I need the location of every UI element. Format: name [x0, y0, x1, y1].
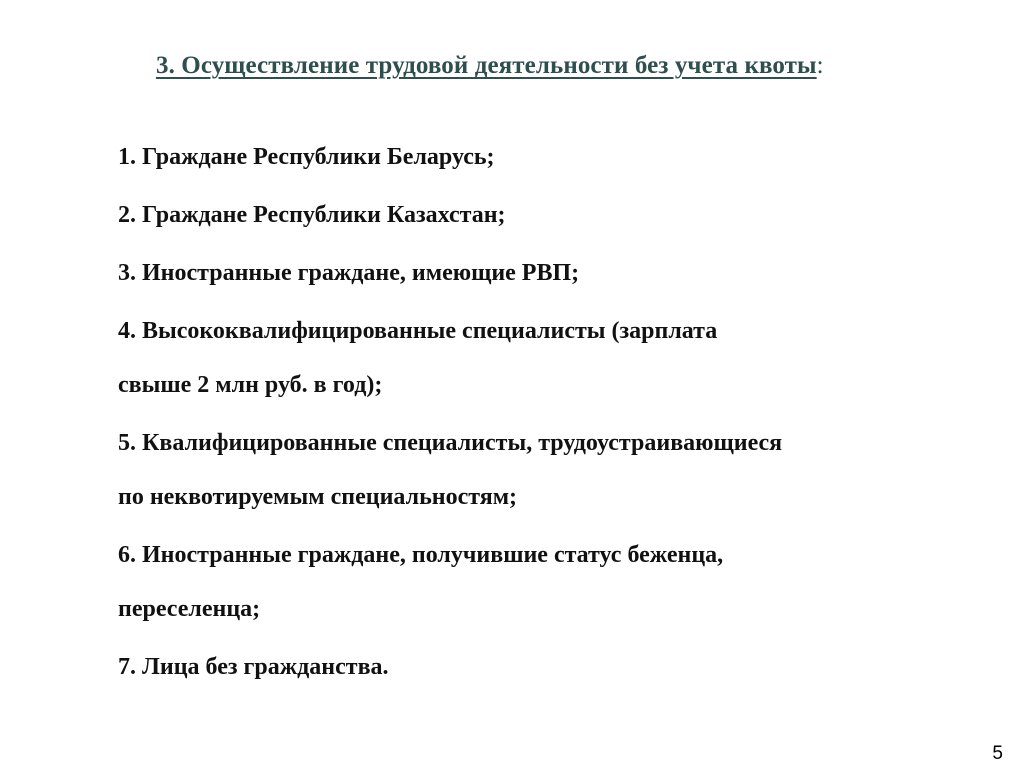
list-item: [118, 416, 958, 524]
slide-title-text: 3. Осуществление трудовой деятельности без учета квоты: [156, 52, 817, 79]
slide-title-colon: :: [816, 52, 824, 79]
slide-title: [156, 52, 824, 80]
list-item-line: свыше 2 млн руб. в год);: [118, 372, 383, 398]
criteria-list: [118, 130, 958, 698]
list-item-line: 5. Квалифицированные специалисты, трудоустраивающиеся: [118, 430, 783, 456]
list-item-line: 7. Лица без гражданства.: [118, 654, 389, 680]
list-item: [118, 528, 958, 636]
page-number: 5: [992, 743, 1003, 764]
list-item-line: по неквотируемым специальностям;: [118, 484, 518, 510]
list-item-line: 1. Граждане Республики Беларусь;: [118, 144, 495, 170]
list-item: [118, 130, 958, 184]
list-item-line: 6. Иностранные граждане, получившие статус беженца,: [118, 542, 724, 568]
list-item: [118, 188, 958, 242]
list-item: [118, 304, 958, 412]
list-item: [118, 640, 958, 694]
list-item-line: 4. Высококвалифицированные специалисты (зарплата: [118, 318, 718, 344]
list-item-line: 3. Иностранные граждане, имеющие РВП;: [118, 260, 580, 286]
list-item-line: 2. Граждане Республики Казахстан;: [118, 202, 506, 228]
list-item: [118, 246, 958, 300]
list-item-line: переселенца;: [118, 596, 261, 622]
